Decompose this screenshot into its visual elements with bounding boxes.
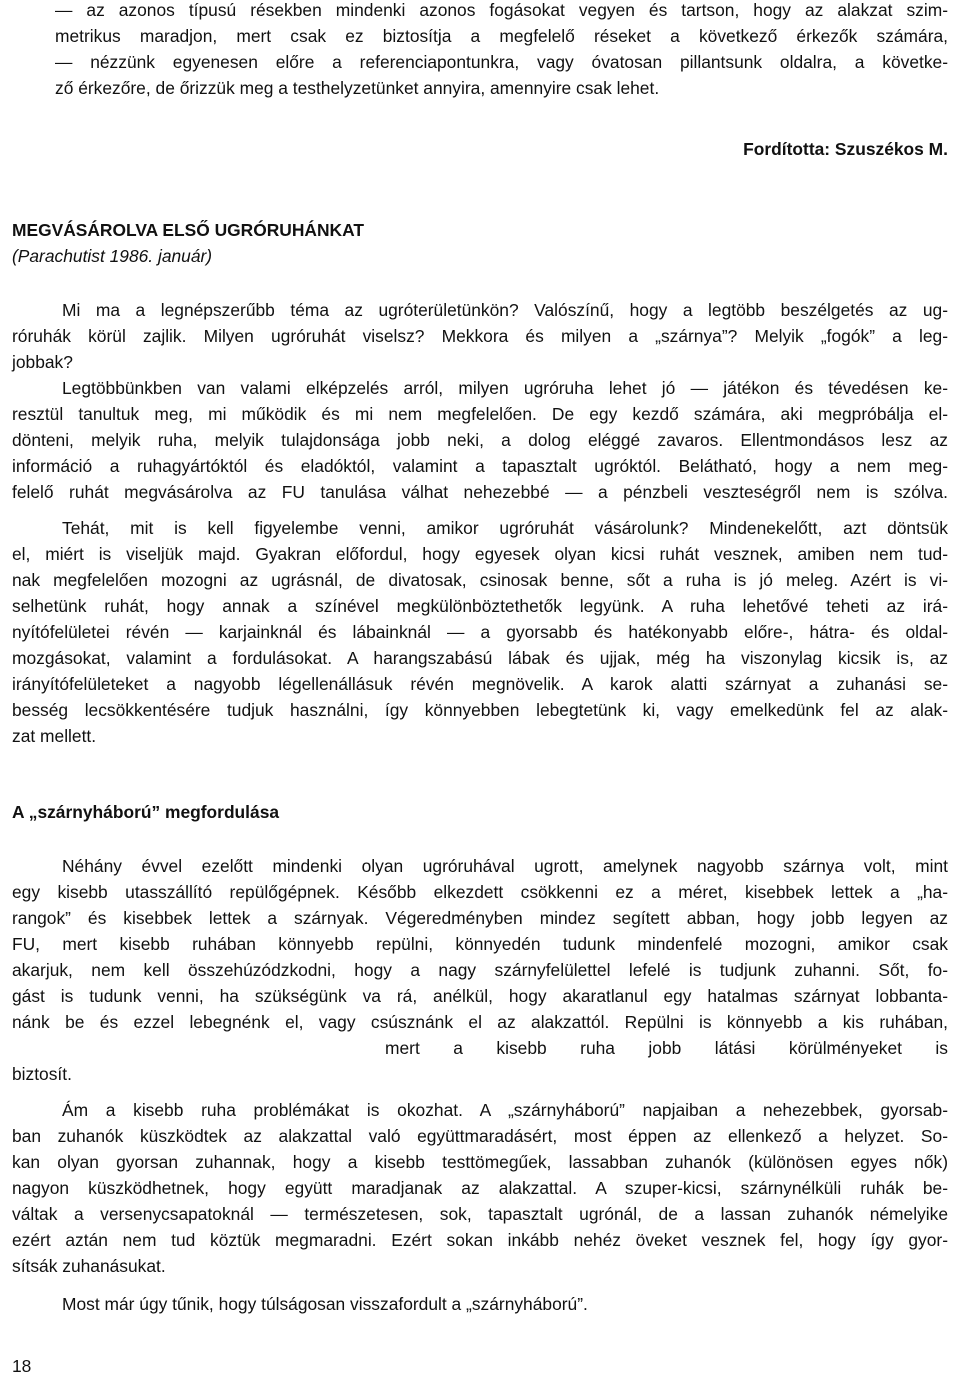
text-line-content: besség lecsökkentésére tudjuk használni, így könnyebben lebegtetünk ki, vagy emelkedünk fel az alak- <box>12 700 948 720</box>
article-title: MEGVÁSÁROLVA ELSŐ UGRÓRUHÁNKAT <box>12 220 364 240</box>
text-line-content: ban zuhanók küszködtek az alakzattal való együttmaradásért, most éppen az ellenkező a helyzet. So- <box>12 1126 948 1146</box>
text-line-content: rangok” és kisebbek lettek a szárnyak. Végeredményben mindez segített abban, hogy jobb legyen az <box>12 908 948 928</box>
text-line-content: dönteni, melyik ruha, melyik tulajdonsága jobb neki, a dolog eléggé zavaros. Ellentmondásos lesz az <box>12 430 948 450</box>
text-line-content: nak megfelelően mozogni az ugrásnál, de divatosak, csinosak benne, sőt a ruha is jó meleg. Azért is vi- <box>12 570 948 590</box>
text-line-content: — az azonos típusú résekben mindenki azonos fogásokat vegyen és tartson, hogy az alakzat szim- <box>55 0 948 20</box>
text-line-content: FU, mert kisebb ruhában könnyebb repülni, könnyedén tudunk mindenfelé mozogni, amikor csak <box>12 934 948 954</box>
text-line-content: Mi ma a legnépszerűbb téma az ugróterületünkön? Valószínű, hogy a legtöbb beszélgetés az ug- <box>62 300 948 320</box>
text-line-content: zat mellett. <box>12 726 97 746</box>
translator-credit: Fordította: Szuszékos M. <box>743 139 948 159</box>
page-number: 18 <box>12 1356 32 1376</box>
text-line-content: resztül tanultuk meg, mi működik és mi nem megfelelően. De egy kezdő számára, aki megpróbálja el- <box>12 404 948 424</box>
text-line-content: egy kisebb utasszállító repülőgépnek. Később elkezdett csökkenni ez a méret, kisebbek lettek a „ha- <box>12 882 948 902</box>
text-line-content: akarjuk, nem kell összehúzódzkodni, hogy a nagy szárnyfelülettel lefelé is tudjunk zuhanni. Sőt, fo- <box>12 960 948 980</box>
text-line-content: nánk be és ezzel lebegnénk el, vagy csúsznánk el az alakzattól. Repülni is könnyebb a kis ruhában, <box>12 1012 948 1032</box>
text-line-content: Néhány évvel ezelőtt mindenki olyan ugróruhával ugrott, amelynek nagyobb szárnya volt, mint <box>62 856 948 876</box>
article-source: (Parachutist 1986. január) <box>12 246 213 266</box>
text-line-content: Ám a kisebb ruha problémákat is okozhat. A „szárnyháború” napjaiban a nehezebbek, gyorsab- <box>62 1100 948 1120</box>
text-line-content: biztosít. <box>12 1064 72 1084</box>
text-line-content: Legtöbbünkben van valami elképzelés arról, milyen ugróruha lehet jó — játékon és tévedésen ke- <box>62 378 948 398</box>
text-line-content: mert a kisebb ruha jobb látási körülményeket is <box>385 1038 948 1058</box>
text-line-content: gást is tudunk venni, ha szükségünk va rá, anélkül, hogy akaratlanul egy hatalmas szárnyat lobbanta- <box>12 986 948 1006</box>
text-line-content: ezért aztán nem tud köztük megmaradni. Ezért sokan inkább nehéz öveket vesznek fel, hogy így gyor- <box>12 1230 948 1250</box>
text-line-content: selhetünk ruhát, hogy annak a színével megkülönböztethetők legyünk. A ruha lehetővé teheti az irá- <box>12 596 948 616</box>
text-line-content: — nézzünk egyenesen előre a referenciapontunkra, vagy óvatosan pillantsunk oldalra, a követke- <box>55 52 948 72</box>
text-line-content: nagyon küszködhetnek, hogy együtt maradjanak az alakzattal. A szuper-kicsi, szárnynélküli ruhák be- <box>12 1178 948 1198</box>
text-line-content: nyítófelületei révén — karjainknál és lábainknál — a gyorsabb és hatékonyabb előre-, hátra- és oldal- <box>12 622 948 642</box>
text-line-content: felelő ruhát megvásárolva az FU tanulása válhat nehezebbé — a pénzbeli veszteségről nem is szólva. <box>12 482 948 502</box>
text-line-content: el, miért is viseljük majd. Gyakran előfordul, hogy egyesek olyan kicsi ruhát vesznek, amiben nem tud- <box>12 544 948 564</box>
text-line-content: jobbak? <box>12 352 73 372</box>
text-line-content: sítsák zuhanásukat. <box>12 1256 166 1276</box>
text-line-content: irányítófelületeket a nagyobb légellenállásuk révén megnövelik. A karok alatti szárnyat a zuhanási se- <box>12 674 948 694</box>
text-line-content: információ a ruhagyártóktól és eladóktól, valamint a tapasztalt ugróktól. Belátható, hogy a nem meg- <box>12 456 948 476</box>
section-heading: A „szárnyháború” megfordulása <box>12 802 280 822</box>
text-line-content: ző érkezőre, de őrizzük meg a testhelyzetünket annyira, amennyire csak lehet. <box>55 78 660 98</box>
text-line-content: váltak a versenycsapatoknál — természetesen, sok, tapasztalt ugrónál, de a lassan zuhanók némelyike <box>12 1204 948 1224</box>
text-line-content: metrikus maradjon, mert csak ez biztosítja a megfelelő réseket a következő érkezők számára, <box>55 26 948 46</box>
text-line-content: Tehát, mit is kell figyelembe venni, amikor ugróruhát vásárolunk? Mindenekelőtt, azt döntsük <box>62 518 948 538</box>
text-line-content: róruhák körül zajlik. Milyen ugróruhát viselsz? Mekkora és milyen a „szárnya”? Melyik „fogók” a leg- <box>12 326 948 346</box>
text-line-content: mozgásokat, valamint a fordulásokat. A harangszabású lábak és ujjak, még ha viszonylag kicsik is, az <box>12 648 948 668</box>
text-line-content: Most már úgy tűnik, hogy túlságosan visszafordult a „szárnyháború”. <box>62 1294 588 1314</box>
text-line-content: kan olyan gyorsan zuhannak, hogy a kisebb testtömegűek, lassabban zuhanók (különösen egyes nők) <box>12 1152 948 1172</box>
